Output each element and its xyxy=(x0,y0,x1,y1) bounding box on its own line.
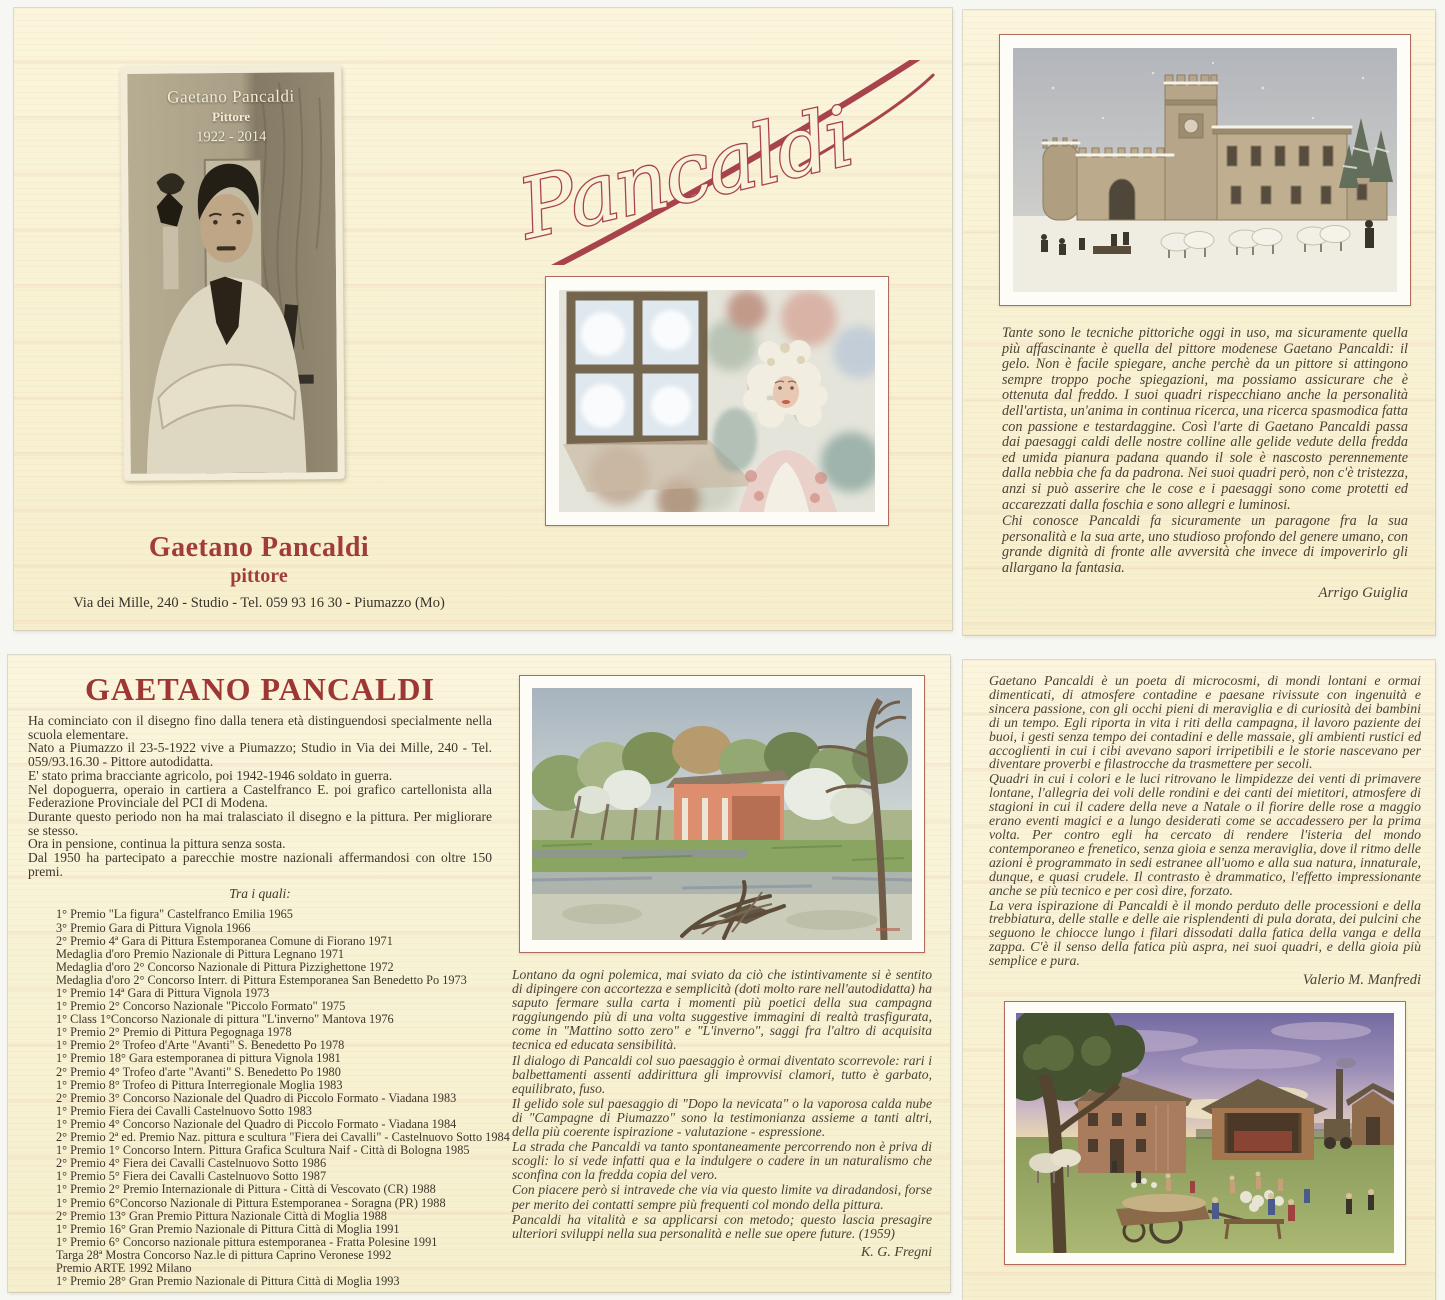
prize-item: 1° Premio 2° Trofeo d'Arte "Avanti" S. Benedetto Po 1978 xyxy=(56,1038,345,1053)
bio-paragraph: Dal 1950 ha partecipato a parecchie mostre nazionali affermandosi con oltre 150 premi. xyxy=(28,850,492,879)
bio-title: GAETANO PANCALDI xyxy=(85,671,435,707)
fregni-paragraph: Il gelido sole sul paesaggio di "Dopo la nevicata" o la vaporosa calda nube di "Campagne di Piumazzo" sono la testimonianza assieme a tanti altri, della più coerente ispirazione - valutazione - espressione. xyxy=(512,1095,932,1140)
guiglia-column xyxy=(999,34,1411,602)
photo-caption-role: Pittore xyxy=(212,109,251,125)
guiglia-paragraph-2: Chi conosce Pancaldi fa sicuramente un paragone fra la sua personalità e la sua arte, uno studioso profondo del genere umano, con grande dignità di fronte alle avversità che invece di impoverirlo gli allargano la fantasia. xyxy=(1002,513,1408,576)
bio-paragraph: Nel dopoguerra, operaio in cartiera a Castelfranco E. poi grafico cartellonista alla Federazione Provinciale del PCI di Modena. xyxy=(28,781,492,811)
prize-item: 1° Premio 18° Gara estemporanea di pittura Vignola 1981 xyxy=(56,1051,341,1066)
prize-item: 1° Premio 2° Premio di Pittura Pegognaga 1978 xyxy=(56,1025,292,1040)
manfredi-paragraph: Quadri in cui i colori e le luci ritrovano le limpidezze dei venti di primavere lontane, l'allegria dei voli delle rondini e dei canti dei mietitori, atmosfere di stagioni in cui il cadere della neve a Natale o il fiorire delle rose a maggio erano eventi magici e a lungo desiderati come se accadessero per la prima volta. Per contro egli ha cercato di rendere l'isteria del mondo contemporaneo e frenetico, senza gioia e senza meraviglia, dove il ritmo delle azioni è programmato in sedi estranee all'uomo e alla sua natura, innaturale, dunque, e quasi crudele. Il contrasto è drammatico, l'effetto impressionante anche se più tecnico e per così dire, forzato. xyxy=(989,771,1421,898)
prize-item: 2° Premio 13° Gran Premio Pittura Nazionale Città di Moglia 1988 xyxy=(56,1208,387,1223)
artist-address: Via dei Mille, 240 - Studio - Tel. 059 93 16 30 - Piumazzo (Mo) xyxy=(73,595,445,611)
bio-paragraph: Ora in pensione, continua la pittura senza sosta. xyxy=(28,836,286,852)
fregni-paragraph: Il dialogo di Pancaldi col suo paesaggio è ormai diventato scorrevole: rari i balbettamenti assenti addirittura gli improvvisi clamori, tutto è garbato, equilibrato, fuso. xyxy=(512,1052,932,1096)
prize-item: Medaglia d'oro Premio Nazionale di Pittura Legnano 1971 xyxy=(56,946,345,961)
prize-item: Targa 28ª Mostra Concorso Naz.le di pittura Caprino Veronese 1992 xyxy=(56,1247,392,1262)
biography-column xyxy=(28,671,510,1289)
prize-item: Medaglia d'oro 2° Concorso Interr. di Pittura Estemporanea San Benedetto Po 1973 xyxy=(56,972,467,987)
prize-item: 1° Premio 8° Trofeo di Pittura Interregionale Moglia 1983 xyxy=(56,1077,343,1092)
artist-photo xyxy=(120,65,345,481)
bio-text xyxy=(28,714,492,878)
photo-caption-name: Gaetano Pancaldi xyxy=(167,86,295,107)
prize-item: 1° Premio 2° Concorso Nazionale "Piccolo Formato" 1975 xyxy=(56,999,346,1014)
fregni-column xyxy=(508,675,936,1261)
painting-girl-at-window xyxy=(545,276,889,526)
prize-item: 3° Premio Gara di Pittura Vignola 1966 xyxy=(56,920,251,935)
guiglia-essay xyxy=(999,326,1411,602)
prize-item: Premio ARTE 1992 Milano xyxy=(56,1260,192,1275)
bio-paragraph: Durante questo periodo non ha mai tralasciato il disegno e la pittura. Per migliorare se stesso. xyxy=(28,808,492,838)
manfredi-signature: Valerio M. Manfredi xyxy=(1302,972,1421,989)
signature-text: Pancaldi xyxy=(510,89,861,259)
prize-item: 1° Premio 28° Gran Premio Nazionale di Pittura Città di Moglia 1993 xyxy=(56,1274,400,1289)
bio-paragraph: Nato a Piumazzo il 23-5-1922 vive a Piumazzo; Studio in Via dei Mille, 240 - Tel. 059/93.16.30 - Pittore autodidatta. xyxy=(28,740,492,770)
prize-item: 1° Premio 5° Fiera dei Cavalli Castelnuovo Sotto 1987 xyxy=(56,1169,327,1184)
fregni-paragraph: Pancaldi ha vitalità e sa applicarsi con metodo; questo lascia presagire ulteriori sviluppi nella sua personalità e nelle sue opere future. (1959) xyxy=(512,1211,932,1241)
painting-girl-image xyxy=(559,290,875,512)
painting-farm-image xyxy=(1016,1013,1394,1253)
painting-castle-in-snow xyxy=(999,34,1411,306)
signature-script xyxy=(500,60,952,265)
prizes-intro: Tra i quali: xyxy=(229,886,291,902)
pancaldi-signature xyxy=(500,60,952,265)
guiglia-signature: Arrigo Guiglia xyxy=(1318,584,1408,601)
fregni-paragraph: Lontano da ogni polemica, mai sviato da ciò che istintivamente si è sentito di dipingere con accortezza e semplicità (doti molto rare nell'autodidatta) ha saputo fermare sulla carta i momenti più poetici della sua campagna raggiungendo più di una volta suggestive immagini di realtà trasfigurata, come in "Mattino sotto zero" e "L'inverno", saggi fra l'altro di acquisita tecnica ed educata sensibilità. xyxy=(512,967,932,1053)
prize-item: 2° Premio 4° Trofeo d'arte "Avanti" S. Benedetto Po 1980 xyxy=(56,1064,341,1079)
front-artist-block xyxy=(44,532,474,612)
prize-item: 1° Premio 6° Concorso nazionale pittura estemporanea - Fratta Polesine 1991 xyxy=(56,1234,438,1249)
artist-role: pittore xyxy=(230,565,288,587)
prize-item: 1° Premio 14ª Gara di Pittura Vignola 1973 xyxy=(56,986,270,1000)
prize-item: 2° Premio 2ª ed. Premio Naz. pittura e scultura "Fiera dei Cavalli" - Castelnuovo Sotto 1984 xyxy=(56,1130,510,1145)
bio-paragraph: E' stato prima bracciante agricolo, poi 1942-1946 soldato in guerra. xyxy=(28,767,393,783)
prize-item: 1° Premio 6°Concorso Nazionale di Pittura Estemporanea - Soragna (PR) 1988 xyxy=(56,1195,446,1210)
prize-list xyxy=(28,907,510,1289)
prize-item: Medaglia d'oro 2° Concorso Nazionale di Pittura Pizzighettone 1972 xyxy=(56,959,394,974)
prize-item: 1° Premio 1° Concorso Intern. Pittura Grafica Scultura Naif - Città di Bologna 1985 xyxy=(56,1143,470,1158)
sheet-front-cover xyxy=(14,8,952,630)
manfredi-essay xyxy=(989,674,1421,989)
prize-item: 1° Premio "La figura" Castelfranco Emilia 1965 xyxy=(56,907,293,922)
prize-item: 1° Class 1°Concorso Nazionale di pittura "L'inverno" Mantova 1976 xyxy=(56,1012,394,1027)
sheet-biography-page xyxy=(8,655,950,1292)
photo-caption-years: 1922 - 2014 xyxy=(196,128,267,145)
prize-item: 1° Premio 2° Premio Internazionale di Pittura - Città di Vescovato (CR) 1988 xyxy=(56,1182,436,1197)
painting-spring-landscape xyxy=(519,675,925,953)
painting-castle-image xyxy=(1013,48,1397,292)
sheet-guiglia-page xyxy=(963,10,1435,635)
guiglia-paragraph-1: Tante sono le tecniche pittoriche oggi in uso, ma sicuramente quella più affascinante è quella del pittore modenese Gaetano Pancaldi: il gelo. Non è facile spiegare, anche perchè da un pittore si attingono sempre troppo poche spiegazioni, ma possiamo assicurare che è ottenuta dal freddo. I suoi quadri rispecchiano anche la personalità dell'artista, un'anima in continua ricerca, una ricerca spasmodica fatta con passione e testardaggine. Così l'arte di Gaetano Pancaldi passa dai paesaggi caldi delle nostre colline alle gelide vedute della fredda ed umida pianura padana quando il sole è nascosto perennemente dalla nebbia che fa da padrona. Nei suoi quadri però, non c'è tristezza, anzi si può asserire che le cose e i paesaggi sono come protetti ed accarezzati dalla foschia e sono allegri e luminosi. xyxy=(1002,325,1408,513)
prize-item: 2° Premio 4° Fiera dei Cavalli Castelnuovo Sotto 1986 xyxy=(56,1156,327,1171)
fregni-signature: K. G. Fregni xyxy=(860,1244,932,1260)
painting-landscape-image xyxy=(532,688,912,940)
prize-item: 2° Premio 4ª Gara di Pittura Estemporanea Comune di Fiorano 1971 xyxy=(56,933,393,948)
fregni-paragraph: Con piacere però si intravede che via via questo limite va diradandosi, forse per merito dei contatti sempre più frequenti col mondo della pittura. xyxy=(512,1182,932,1212)
photo-caption xyxy=(120,85,342,147)
artist-name: Gaetano Pancaldi xyxy=(148,532,370,563)
bio-paragraph: Ha cominciato con il disegno fino dalla tenera età distinguendosi specialmente nella scuola elementare. xyxy=(28,713,492,742)
prize-item: 1° Premio Fiera dei Cavalli Castelnuovo Sotto 1983 xyxy=(56,1103,312,1118)
painting-farm-scene xyxy=(1004,1001,1406,1265)
prize-item: 1° Premio 4° Concorso Nazionale del Quadro di Piccolo Formato - Viadana 1984 xyxy=(56,1116,457,1131)
manfredi-column xyxy=(989,674,1421,1265)
sheet-manfredi-page xyxy=(963,660,1435,1300)
manfredi-paragraph: La vera ispirazione di Pancaldi è il mondo perduto delle processioni e della trebbiatura, delle stalle e delle aie risplendenti di pula dorata, dei pulcini che seguono le chiocce lungo i filari dissodati dalla fatica della vanga e della zappa. C'è il senso della fatica più aspra, nei suoi quadri, e della gioia più semplice e pura. xyxy=(989,897,1421,969)
prize-item: 2° Premio 3° Concorso Nazionale del Quadro di Piccolo Formato - Viadana 1983 xyxy=(56,1090,457,1105)
manfredi-paragraph: Gaetano Pancaldi è un poeta di microcosmi, di mondi lontani e ormai dimenticati, di atmosfere contadine e paesane rivissute con ingenuità e sincera passione, con gli occhi pieni di meraviglia e di curiosità dei bambini di un tempo. Egli riporta in vita i riti della campagna, il lavoro paziente dei buoi, i gesti senza tempo dei contadini e delle massaie, gli ambienti rustici ed accoglienti in cui i cibi avevano sapori irripetibili e le storie nascevano per diventare proverbi e filastrocche da trasmettere per secoli. xyxy=(989,673,1421,772)
fregni-essay xyxy=(508,968,936,1261)
fregni-paragraph: La strada che Pancaldi va tanto spontaneamente percorrendo non è priva di scogli: lo si vede infatti qua e la indulgere o cadere in un naturalismo che sconfina con la fredda copia del vero. xyxy=(512,1139,932,1183)
prize-item: 1° Premio 16° Gran Premio Nazionale di Pittura Città di Moglia 1991 xyxy=(56,1221,400,1236)
